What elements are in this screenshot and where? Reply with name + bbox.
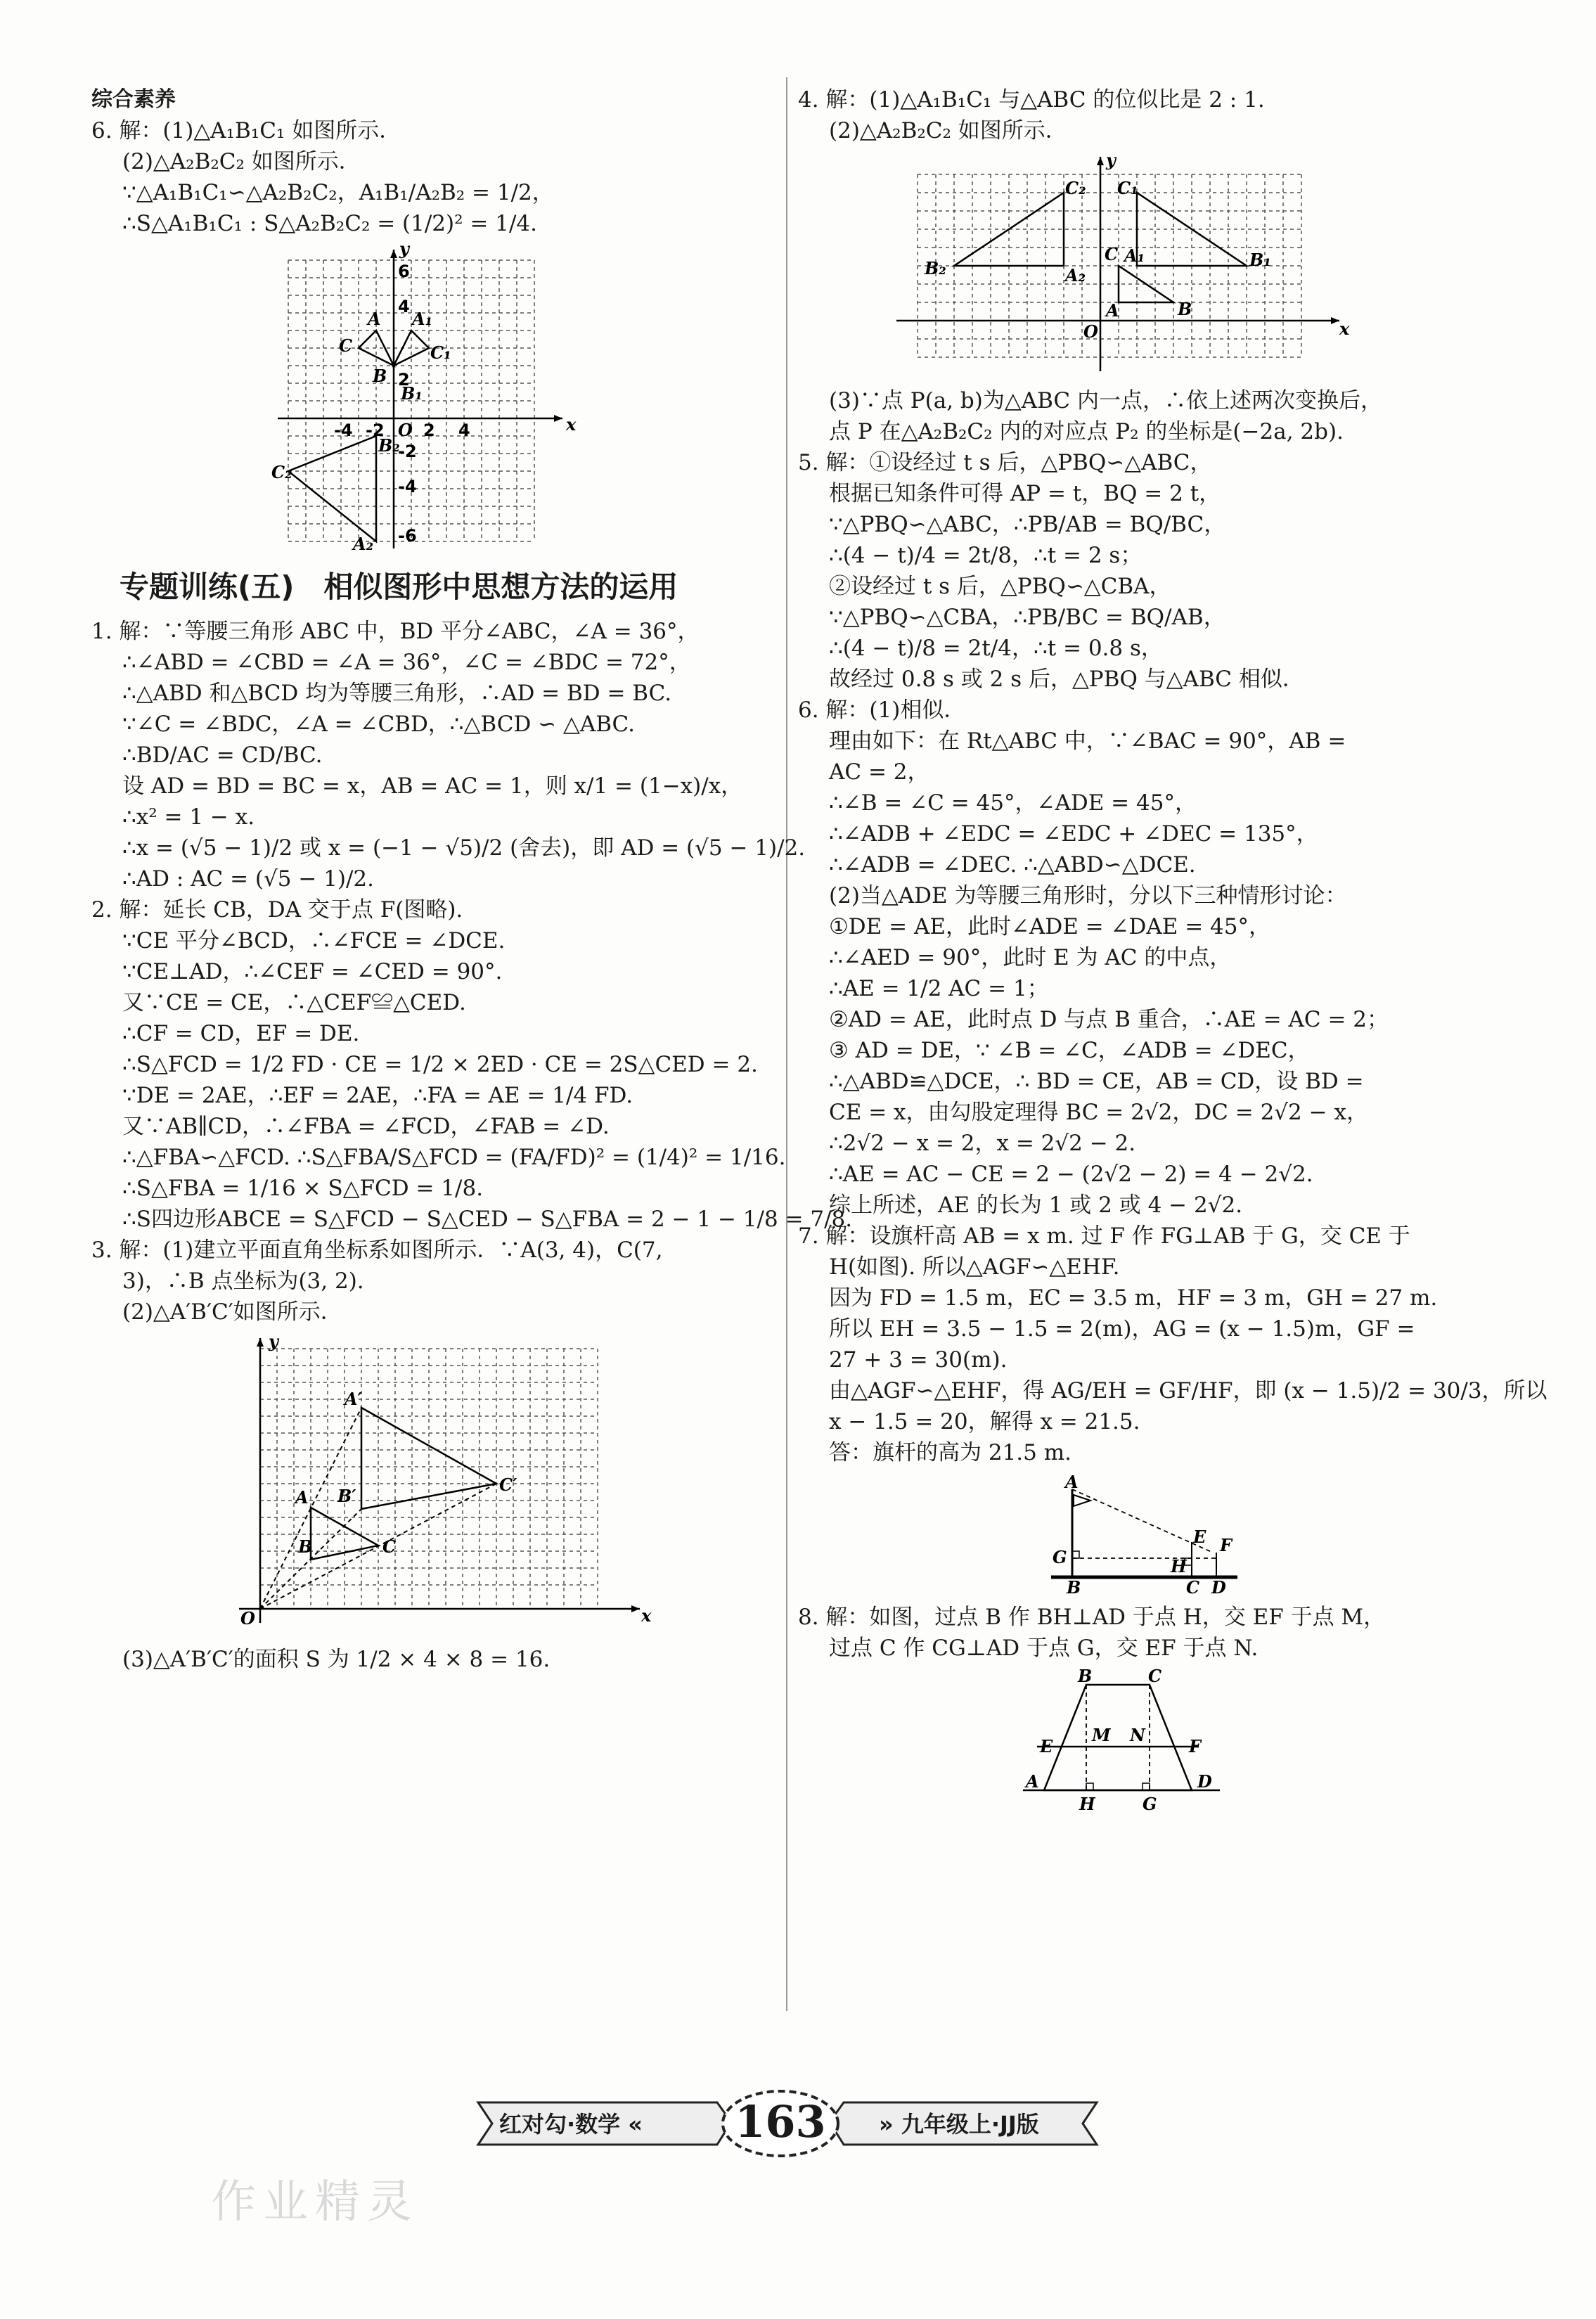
q3-label: C [382,1536,397,1557]
q2-line: ∴S△FCD = 1/2 FD · CE = 1/2 × 2ED · CE = 2S△CED = 2. [122,1052,758,1077]
q2-line: 又∵CE = CE，∴△CEF≌△CED. [122,990,466,1015]
q4-figure [889,150,1501,378]
watermark: 作业精灵 [211,2176,419,2228]
q6r-line: ∴AE = AC − CE = 2 − (2√2 − 2) = 4 − 2√2. [829,1162,1313,1187]
q4-origin: O [1083,321,1098,342]
q1-line: 1. 解：∵等腰三角形 ABC 中，BD 平分∠ABC，∠A = 36°， [91,619,700,644]
q6-y-axis-label: y [399,238,409,259]
q5-line: ②设经过 t s 后，△PBQ∽△CBA， [829,574,1171,599]
q6-line-4: ∴S△A₁B₁C₁ : S△A₂B₂C₂ = (1/2)² = 1/4. [122,211,537,236]
q6r-line: 理由如下：在 Rt△ABC 中，∵∠BAC = 90°，AB = [829,728,1346,754]
q7-label: D [1211,1577,1226,1598]
q6-tick: -2 [398,442,417,461]
section-heading: 综合素养 [91,87,176,112]
q2-line: 又∵AB∥CD，∴∠FBA = ∠FCD，∠FAB = ∠D. [122,1114,610,1139]
q7-line: 答：旗杆的高为 21.5 m. [829,1440,1071,1465]
q6-line-2: (2)△A₂B₂C₂ 如图所示． [122,149,361,174]
q1-line: 设 AD = BD = BC = x，AB = AC = 1，则 x/1 = (1−x)/x， [122,773,743,799]
q4-y-axis-label: y [1106,150,1116,170]
page-footer [450,2087,1139,2164]
q6r-line: ∴∠AED = 90°，此时 E 为 AC 的中点， [829,945,1232,970]
q7-line: 因为 FD = 1.5 m，EC = 3.5 m，HF = 3 m，GH = 27 m. [829,1285,1438,1311]
q8-label: G [1143,1794,1157,1814]
q6-line-3: ∵△A₁B₁C₁∽△A₂B₂C₂，A₁B₁/A₂B₂ = 1/2， [122,180,554,205]
q6-tick: -6 [398,526,417,546]
q3-figure [232,1331,766,1637]
q4-label: C₁ [1117,178,1138,198]
q4-line: (3)∵点 P(a, b)为△ABC 内一点，∴依上述两次变换后， [829,388,1383,413]
q8-label: N [1130,1725,1145,1745]
q6r-line: ③ AD = DE，∵ ∠B = ∠C，∠ADB = ∠DEC， [829,1038,1310,1063]
q6-label: B₂ [378,435,400,456]
q6-label: B [373,366,387,386]
q4-x-axis-label: x [1339,319,1350,339]
q6r-line: 6. 解：(1)相似． [798,698,966,723]
q2-line: ∴△FBA∽△FCD. ∴S△FBA/S△FCD = (FA/FD)² = (1/4)² = 1/16. [122,1145,786,1170]
footer-grade-edition: » 九年级上·JJ版 [879,2111,1039,2138]
q3-y-axis-label: y [269,1331,278,1351]
q6-line-1: 6. 解：(1)△A₁B₁C₁ 如图所示． [91,118,401,143]
q8-label: F [1189,1736,1202,1756]
q4-line: 点 P 在△A₂B₂C₂ 内的对应点 P₂ 的坐标是(−2a, 2b). [829,419,1344,444]
q6-tick: -4 [398,477,417,496]
q3-line: 3. 解：(1)建立平面直角坐标系如图所示．∵A(3, 4)，C(7, [91,1238,663,1263]
q3-line: (2)△A′B′C′如图所示． [122,1299,342,1325]
q8-label: E [1040,1736,1053,1756]
q5-line: ∵△PBQ∽△ABC，∴PB/AB = BQ/BC， [829,512,1226,537]
q1-line: ∴BD/AC = CD/BC. [122,743,323,768]
q4-label: B [1178,299,1192,319]
q8-figure [1009,1666,1501,1825]
q6-tick: -4 [334,420,353,440]
q4-line: 4. 解：(1)△A₁B₁C₁ 与△ABC 的位似比是 2 : 1. [798,87,1265,113]
q2-line: 2. 解：延长 CB，DA 交于点 F(图略). [91,897,463,923]
q4-label: A [1106,300,1119,321]
q8-line: 8. 解：如图，过点 B 作 BH⊥AD 于点 H，交 EF 于点 M， [798,1605,1386,1630]
q4-line: (2)△A₂B₂C₂ 如图所示． [829,118,1067,143]
q7-label: G [1053,1547,1067,1567]
q2-line: ∴S四边形ABCE = S△FCD − S△CED − S△FBA = 2 − 1 − 1/8 = 7/8. [122,1207,853,1232]
q6r-line: ∴∠B = ∠C = 45°，∠ADE = 45°， [829,790,1197,816]
q6-label: C₁ [430,342,451,363]
q5-line: ∴(4 − t)/8 = 2t/4，∴t = 0.8 s， [829,636,1163,661]
q6-origin: O [398,420,413,440]
special-training-title: 专题训练(五) 相似图形中思想方法的运用 [120,570,678,604]
q3-label: A′ [345,1389,362,1409]
q6-tick: -2 [366,420,385,440]
q7-line: 7. 解：设旗杆高 AB = x m. 过 F 作 FG⊥AB 于 G，交 CE 于 [798,1223,1410,1249]
q6r-line: CE = x，由勾股定理得 BC = 2√2，DC = 2√2 − x， [829,1100,1368,1125]
q6-tick: 2 [398,370,410,390]
q3-label: B [298,1536,313,1557]
q7-figure [1044,1472,1501,1598]
q7-label: F [1220,1535,1233,1555]
q4-label: A₂ [1065,265,1086,285]
q6r-line: ∴2√2 − x = 2，x = 2√2 − 2. [829,1131,1136,1156]
q6-label: C₂ [271,462,292,482]
q6r-line: 综上所述，AE 的长为 1 或 2 或 4 − 2√2. [829,1193,1243,1218]
q3-origin: O [240,1608,255,1629]
q3-line: 3)，∴B 点坐标为(3, 2). [122,1268,364,1294]
q6r-line: (2)当△ADE 为等腰三角形时，分以下三种情形讨论： [829,883,1347,908]
q5-line: 故经过 0.8 s 或 2 s 后，△PBQ 与△ABC 相似． [829,667,1304,692]
q7-line: 27 + 3 = 30(m). [829,1347,1008,1373]
q2-line: ∴S△FBA = 1/16 × S△FCD = 1/8. [122,1176,484,1201]
q3-label: A [295,1487,309,1508]
q8-label: B [1078,1666,1093,1686]
q7-label: A [1065,1472,1079,1492]
q7-line: 由△AGF∽△EHF，得 AG/EH = GF/HF，即 (x − 1.5)/2 = 30/3，所以 [829,1378,1547,1403]
q6r-line: ∴∠ADB = ∠DEC. ∴△ABD∽△DCE. [829,852,1196,878]
q8-label: C [1148,1666,1162,1686]
q8-label: D [1197,1771,1212,1792]
right-column [798,84,1547,1832]
q6-label: A₂ [353,534,374,554]
q5-line: 根据已知条件可得 AP = t，BQ = 2 t， [829,481,1221,506]
q6r-line: ∴△ABD≌△DCE，∴ BD = CE，AB = CD，设 BD = [829,1069,1364,1094]
q4-label: A₁ [1124,245,1145,266]
q6-figure [271,238,766,555]
q1-line: ∴∠ABD = ∠CBD = ∠A = 36°，∠C = ∠BDC = 72°， [122,650,691,675]
q3-x-axis-label: x [641,1605,652,1626]
q3-line: (3)△A′B′C′的面积 S 为 1/2 × 4 × 8 = 16. [122,1647,551,1672]
q6-tick: 4 [458,420,470,440]
page-number: 163 [735,2096,826,2147]
q5-line: 5. 解：①设经过 t s 后，△PBQ∽△ABC， [798,450,1212,475]
q5-line: ∵△PBQ∽△CBA，∴PB/BC = BQ/AB， [829,605,1225,630]
q8-label: M [1092,1725,1111,1745]
q2-line: ∵CE 平分∠BCD，∴∠FCE = ∠DCE. [122,928,506,953]
q1-line: ∴x = (√5 − 1)/2 或 x = (−1 − √5)/2 (舍去)，即 AD = (√5 − 1)/2. [122,835,806,861]
q6-label: A [368,309,381,329]
q8-line: 过点 C 作 CG⊥AD 于点 G，交 EF 于点 N. [829,1636,1259,1661]
q8-label: A [1026,1771,1039,1792]
q7-line: x − 1.5 = 20，解得 x = 21.5. [829,1409,1140,1434]
q8-label: H [1079,1794,1095,1814]
q6-label: A₁ [412,309,433,329]
q2-line: ∴CF = CD，EF = DE. [122,1021,360,1046]
q7-label: B [1067,1577,1081,1598]
q7-label: C [1186,1577,1200,1598]
q6-tick: 6 [398,262,410,281]
q6-tick: 2 [423,420,435,440]
q6r-line: ②AD = AE，此时点 D 与点 B 重合，∴AE = AC = 2； [829,1007,1389,1032]
q6r-line: ∴AE = 1/2 AC = 1； [829,976,1049,1001]
q2-line: ∵CE⊥AD，∴∠CEF = ∠CED = 90°. [122,959,503,984]
q3-label: C′ [499,1475,517,1495]
q3-label: B′ [337,1486,356,1506]
q4-label: C₂ [1065,178,1086,198]
q6r-line: ∴∠ADB + ∠EDC = ∠EDC + ∠DEC = 135°， [829,821,1318,847]
q7-line: 所以 EH = 3.5 − 1.5 = 2(m)，AG = (x − 1.5)m，GF = [829,1316,1415,1342]
q6-label: B₁ [401,383,423,404]
q7-line: H(如图). 所以△AGF∽△EHF. [829,1254,1120,1280]
q4-label: C [1105,244,1119,264]
q1-line: ∵∠C = ∠BDC，∠A = ∠CBD，∴△BCD ∽ △ABC. [122,712,636,737]
q7-label: H [1171,1556,1187,1576]
q1-line: ∴AD : AC = (√5 − 1)/2. [122,866,374,892]
q6r-line: ①DE = AE，此时∠ADE = ∠DAE = 45°， [829,914,1270,939]
q6-label: C [339,335,353,356]
q1-line: ∴△ABD 和△BCD 均为等腰三角形，∴AD = BD = BC. [122,681,672,706]
q5-line: ∴(4 − t)/4 = 2t/8，∴t = 2 s； [829,543,1143,568]
q6r-line: AC = 2， [829,759,929,785]
q6-x-axis-label: x [566,414,577,435]
footer-book-title: 红对勾·数学 « [499,2111,643,2138]
q4-label: B₁ [1249,250,1271,270]
q1-line: ∴x² = 1 − x. [122,804,255,830]
column-divider [786,77,787,2011]
q6-tick: 4 [398,297,410,316]
q4-label: B₂ [925,258,946,278]
q2-line: ∵DE = 2AE，∴EF = 2AE，∴FA = AE = 1/4 FD. [122,1083,633,1108]
q7-label: E [1193,1527,1206,1547]
left-column [91,84,853,1675]
